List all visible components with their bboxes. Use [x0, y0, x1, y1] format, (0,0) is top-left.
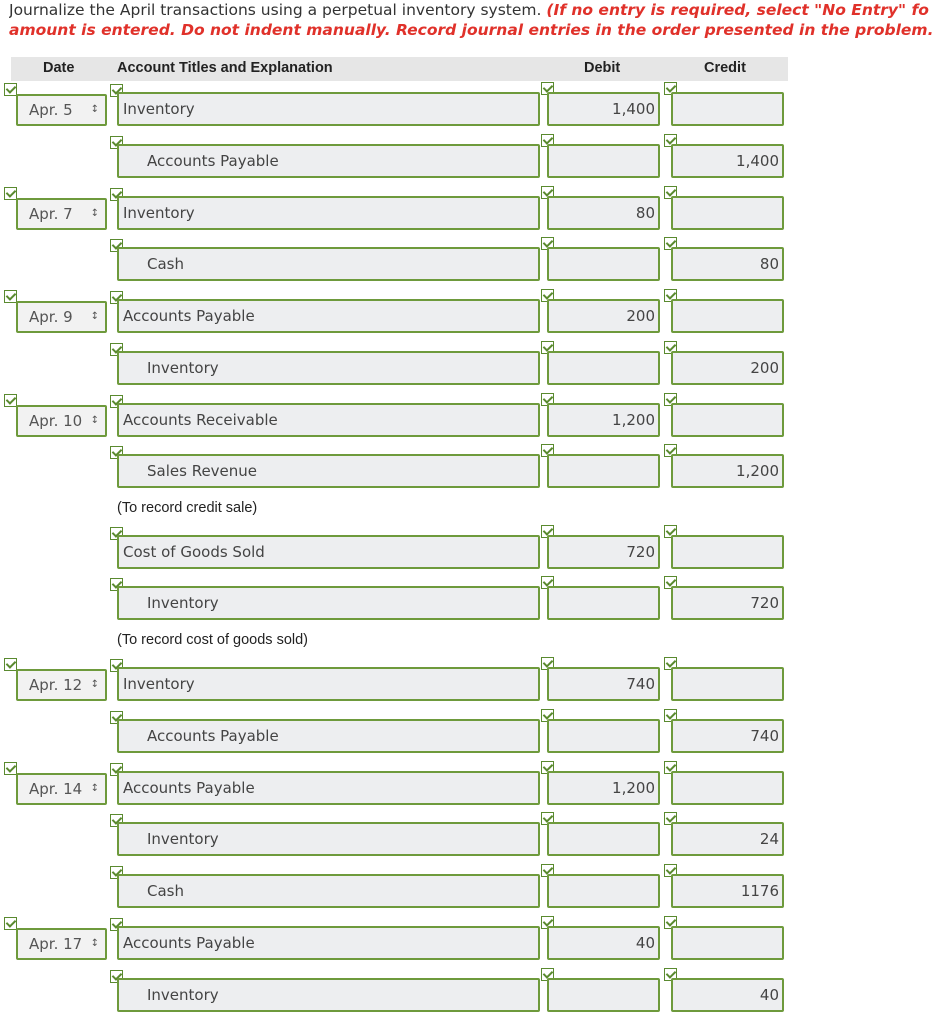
debit-input[interactable]: 1,200: [547, 403, 660, 437]
header-date: Date: [43, 60, 75, 76]
date-check-icon: [4, 762, 17, 775]
account-input[interactable]: Inventory: [117, 92, 540, 126]
debit-input[interactable]: 80: [547, 196, 660, 230]
instructions-plain: Journalize the April transactions using a perpetual inventory system.: [9, 1, 547, 19]
account-input[interactable]: Cash: [117, 247, 540, 281]
account-input[interactable]: Inventory: [117, 196, 540, 230]
credit-input[interactable]: 80: [671, 247, 784, 281]
debit-input[interactable]: [547, 719, 660, 753]
spinner-arrows-icon: ↕: [90, 415, 99, 426]
date-select[interactable]: [16, 94, 107, 126]
credit-input[interactable]: [671, 196, 784, 230]
note-credit-sale: (To record credit sale): [117, 500, 258, 516]
account-input[interactable]: Inventory: [117, 586, 540, 620]
credit-input[interactable]: 24: [671, 822, 784, 856]
date-check-icon: [4, 658, 17, 671]
date-value: Apr. 9: [29, 308, 73, 326]
instructions: [9, 0, 936, 40]
date-check-icon: [4, 187, 17, 200]
credit-input[interactable]: [671, 403, 784, 437]
date-select[interactable]: [16, 198, 107, 230]
date-check-icon: [4, 917, 17, 930]
credit-input[interactable]: 40: [671, 978, 784, 1012]
date-value: Apr. 7: [29, 205, 73, 223]
header-debit: Debit: [584, 60, 621, 76]
credit-input[interactable]: [671, 771, 784, 805]
debit-input[interactable]: [547, 351, 660, 385]
account-input[interactable]: Cash: [117, 874, 540, 908]
instructions-red-1: (If no entry is required, select "No Entry" fo: [546, 1, 929, 19]
instructions-red-2: amount is entered. Do not indent manually. Record journal entries in the order presented in the problem.: [9, 21, 934, 39]
credit-input[interactable]: 1,200: [671, 454, 784, 488]
debit-input[interactable]: [547, 144, 660, 178]
debit-input[interactable]: [547, 978, 660, 1012]
credit-input[interactable]: 1,400: [671, 144, 784, 178]
spinner-arrows-icon: ↕: [90, 208, 99, 219]
account-input[interactable]: Accounts Payable: [117, 144, 540, 178]
account-input[interactable]: Accounts Receivable: [117, 403, 540, 437]
account-input[interactable]: Inventory: [117, 822, 540, 856]
date-select[interactable]: [16, 928, 107, 960]
credit-input[interactable]: 1176: [671, 874, 784, 908]
date-select[interactable]: [16, 773, 107, 805]
debit-input[interactable]: 200: [547, 299, 660, 333]
date-select[interactable]: [16, 669, 107, 701]
spinner-arrows-icon: ↕: [90, 311, 99, 322]
account-input[interactable]: Inventory: [117, 667, 540, 701]
debit-input[interactable]: [547, 247, 660, 281]
account-input[interactable]: Sales Revenue: [117, 454, 540, 488]
credit-input[interactable]: 200: [671, 351, 784, 385]
credit-input[interactable]: [671, 299, 784, 333]
header-account: Account Titles and Explanation: [117, 60, 333, 76]
account-input[interactable]: Accounts Payable: [117, 299, 540, 333]
table-header: [11, 57, 788, 81]
debit-input[interactable]: [547, 454, 660, 488]
account-input[interactable]: Accounts Payable: [117, 719, 540, 753]
credit-input[interactable]: [671, 926, 784, 960]
date-check-icon: [4, 394, 17, 407]
date-select[interactable]: [16, 405, 107, 437]
account-input[interactable]: Inventory: [117, 978, 540, 1012]
credit-input[interactable]: 720: [671, 586, 784, 620]
debit-input[interactable]: [547, 586, 660, 620]
date-value: Apr. 10: [29, 412, 83, 430]
account-input[interactable]: Accounts Payable: [117, 771, 540, 805]
date-select[interactable]: [16, 301, 107, 333]
spinner-arrows-icon: ↕: [90, 104, 99, 115]
header-credit: Credit: [704, 60, 746, 76]
date-value: Apr. 17: [29, 935, 83, 953]
date-check-icon: [4, 83, 17, 96]
date-value: Apr. 12: [29, 676, 83, 694]
credit-input[interactable]: [671, 92, 784, 126]
account-input[interactable]: Accounts Payable: [117, 926, 540, 960]
spinner-arrows-icon: ↕: [90, 938, 99, 949]
date-value: Apr. 5: [29, 101, 73, 119]
debit-input[interactable]: [547, 874, 660, 908]
note-cogs: (To record cost of goods sold): [117, 632, 309, 648]
debit-input[interactable]: 1,200: [547, 771, 660, 805]
credit-input[interactable]: 740: [671, 719, 784, 753]
debit-input[interactable]: 720: [547, 535, 660, 569]
credit-input[interactable]: [671, 667, 784, 701]
spinner-arrows-icon: ↕: [90, 783, 99, 794]
spinner-arrows-icon: ↕: [90, 679, 99, 690]
account-input[interactable]: Cost of Goods Sold: [117, 535, 540, 569]
debit-input[interactable]: 40: [547, 926, 660, 960]
credit-input[interactable]: [671, 535, 784, 569]
date-check-icon: [4, 290, 17, 303]
debit-input[interactable]: 1,400: [547, 92, 660, 126]
account-input[interactable]: Inventory: [117, 351, 540, 385]
debit-input[interactable]: [547, 822, 660, 856]
date-value: Apr. 14: [29, 780, 83, 798]
debit-input[interactable]: 740: [547, 667, 660, 701]
